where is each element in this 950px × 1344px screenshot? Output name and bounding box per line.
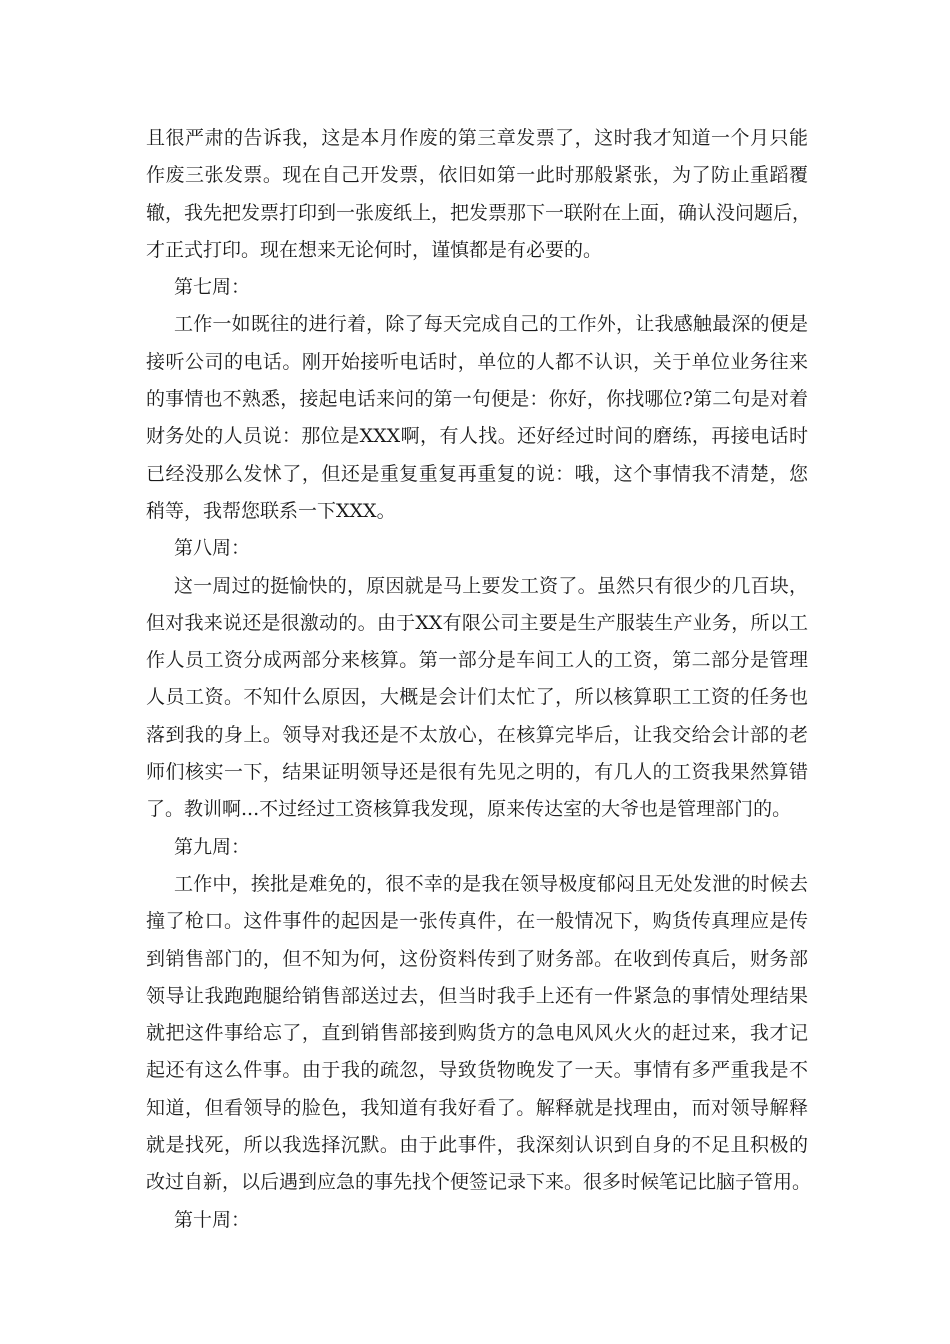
text-line: 落到我的身上。领导对我还是不太放心，在核算完毕后，让我交给会计部的老 [146, 723, 808, 746]
text-line: 知道，但看领导的脸色，我知道有我好看了。解释就是找理由，而对领导解释 [146, 1096, 808, 1119]
paragraph-continued [146, 120, 812, 269]
week7-paragraph [146, 306, 808, 530]
text-line: 但对我来说还是很激动的。由于XX有限公司主要是生产服装生产业务，所以工 [146, 611, 808, 634]
text-line: 且很严肃的告诉我，这是本月作废的第三章发票了，这时我才知道一个月只能 [146, 127, 808, 149]
text-line: 人员工资。不知什么原因，大概是会计们太忙了，所以核算职工工资的任务也 [146, 686, 808, 709]
week10-heading: 第十周： [174, 1208, 251, 1231]
text-line: 领导让我跑跑腿给销售部送过去，但当时我手上还有一件紧急的事情处理结果 [146, 984, 808, 1007]
text-line: 稍等，我帮您联系一下XXX。 [146, 499, 396, 522]
text-line: 改过自新，以后遇到应急的事先找个便签记录下来。很多时候笔记比脑子管用。 [146, 1171, 812, 1194]
week9-paragraph [146, 866, 812, 1202]
text-line: 起还有这么件事。由于我的疏忽，导致货物晚发了一天。事情有多严重我是不 [146, 1059, 808, 1082]
week8-heading: 第八周： [174, 537, 251, 560]
text-line: 工作中，挨批是难免的，很不幸的是我在领导极度郁闷且无处发泄的时候去 [174, 872, 808, 895]
text-line: 作人员工资分成两部分来核算。第一部分是车间工人的工资，第二部分是管理 [146, 649, 808, 672]
text-line: 这一周过的挺愉快的，原因就是马上要发工资了。虽然只有很少的几百块， [174, 574, 808, 597]
text-line: 了。教训啊...不过经过工资核算我发现，原来传达室的大爷也是管理部门的。 [146, 798, 792, 821]
text-line: 已经没那么发怵了，但还是重复重复再重复的说：哦，这个事情我不清楚，您 [146, 462, 808, 485]
text-line: 到销售部门的，但不知为何，这份资料传到了财务部。在收到传真后，财务部 [146, 947, 808, 970]
text-line: 师们核实一下，结果证明领导还是很有先见之明的，有几人的工资我果然算错 [146, 761, 808, 784]
text-line: 工作一如既往的进行着，除了每天完成自己的工作外，让我感触最深的便是 [174, 313, 808, 336]
text-line: 辙，我先把发票打印到一张废纸上，把发票那下一联附在上面，确认没问题后， [146, 201, 812, 224]
week9-heading: 第九周： [174, 835, 251, 858]
document-body [146, 120, 812, 1239]
text-line: 撞了枪口。这件事件的起因是一张传真件，在一般情况下，购货传真理应是传 [146, 910, 808, 933]
week7-heading: 第七周： [174, 276, 251, 299]
text-line: 的事情也不熟悉，接起电话来问的第一句便是：你好，你找哪位?第二句是对着 [146, 388, 808, 411]
text-line: 财务处的人员说：那位是XXX啊，有人找。还好经过时间的磨练，再接电话时 [146, 425, 808, 448]
text-line: 接听公司的电话。刚开始接听电话时，单位的人都不认识，关于单位业务往来 [146, 350, 808, 373]
text-line: 作废三张发票。现在自己开发票，依旧如第一此时那般紧张，为了防止重蹈覆 [146, 164, 808, 187]
week8-paragraph [146, 568, 808, 829]
text-line: 就把这件事给忘了，直到销售部接到购货方的急电风风火火的赶过来，我才记 [146, 1022, 808, 1045]
text-line: 就是找死，所以我选择沉默。由于此事件，我深刻认识到自身的不足且积极的 [146, 1134, 808, 1157]
text-line: 才正式打印。现在想来无论何时，谨慎都是有必要的。 [146, 238, 603, 261]
